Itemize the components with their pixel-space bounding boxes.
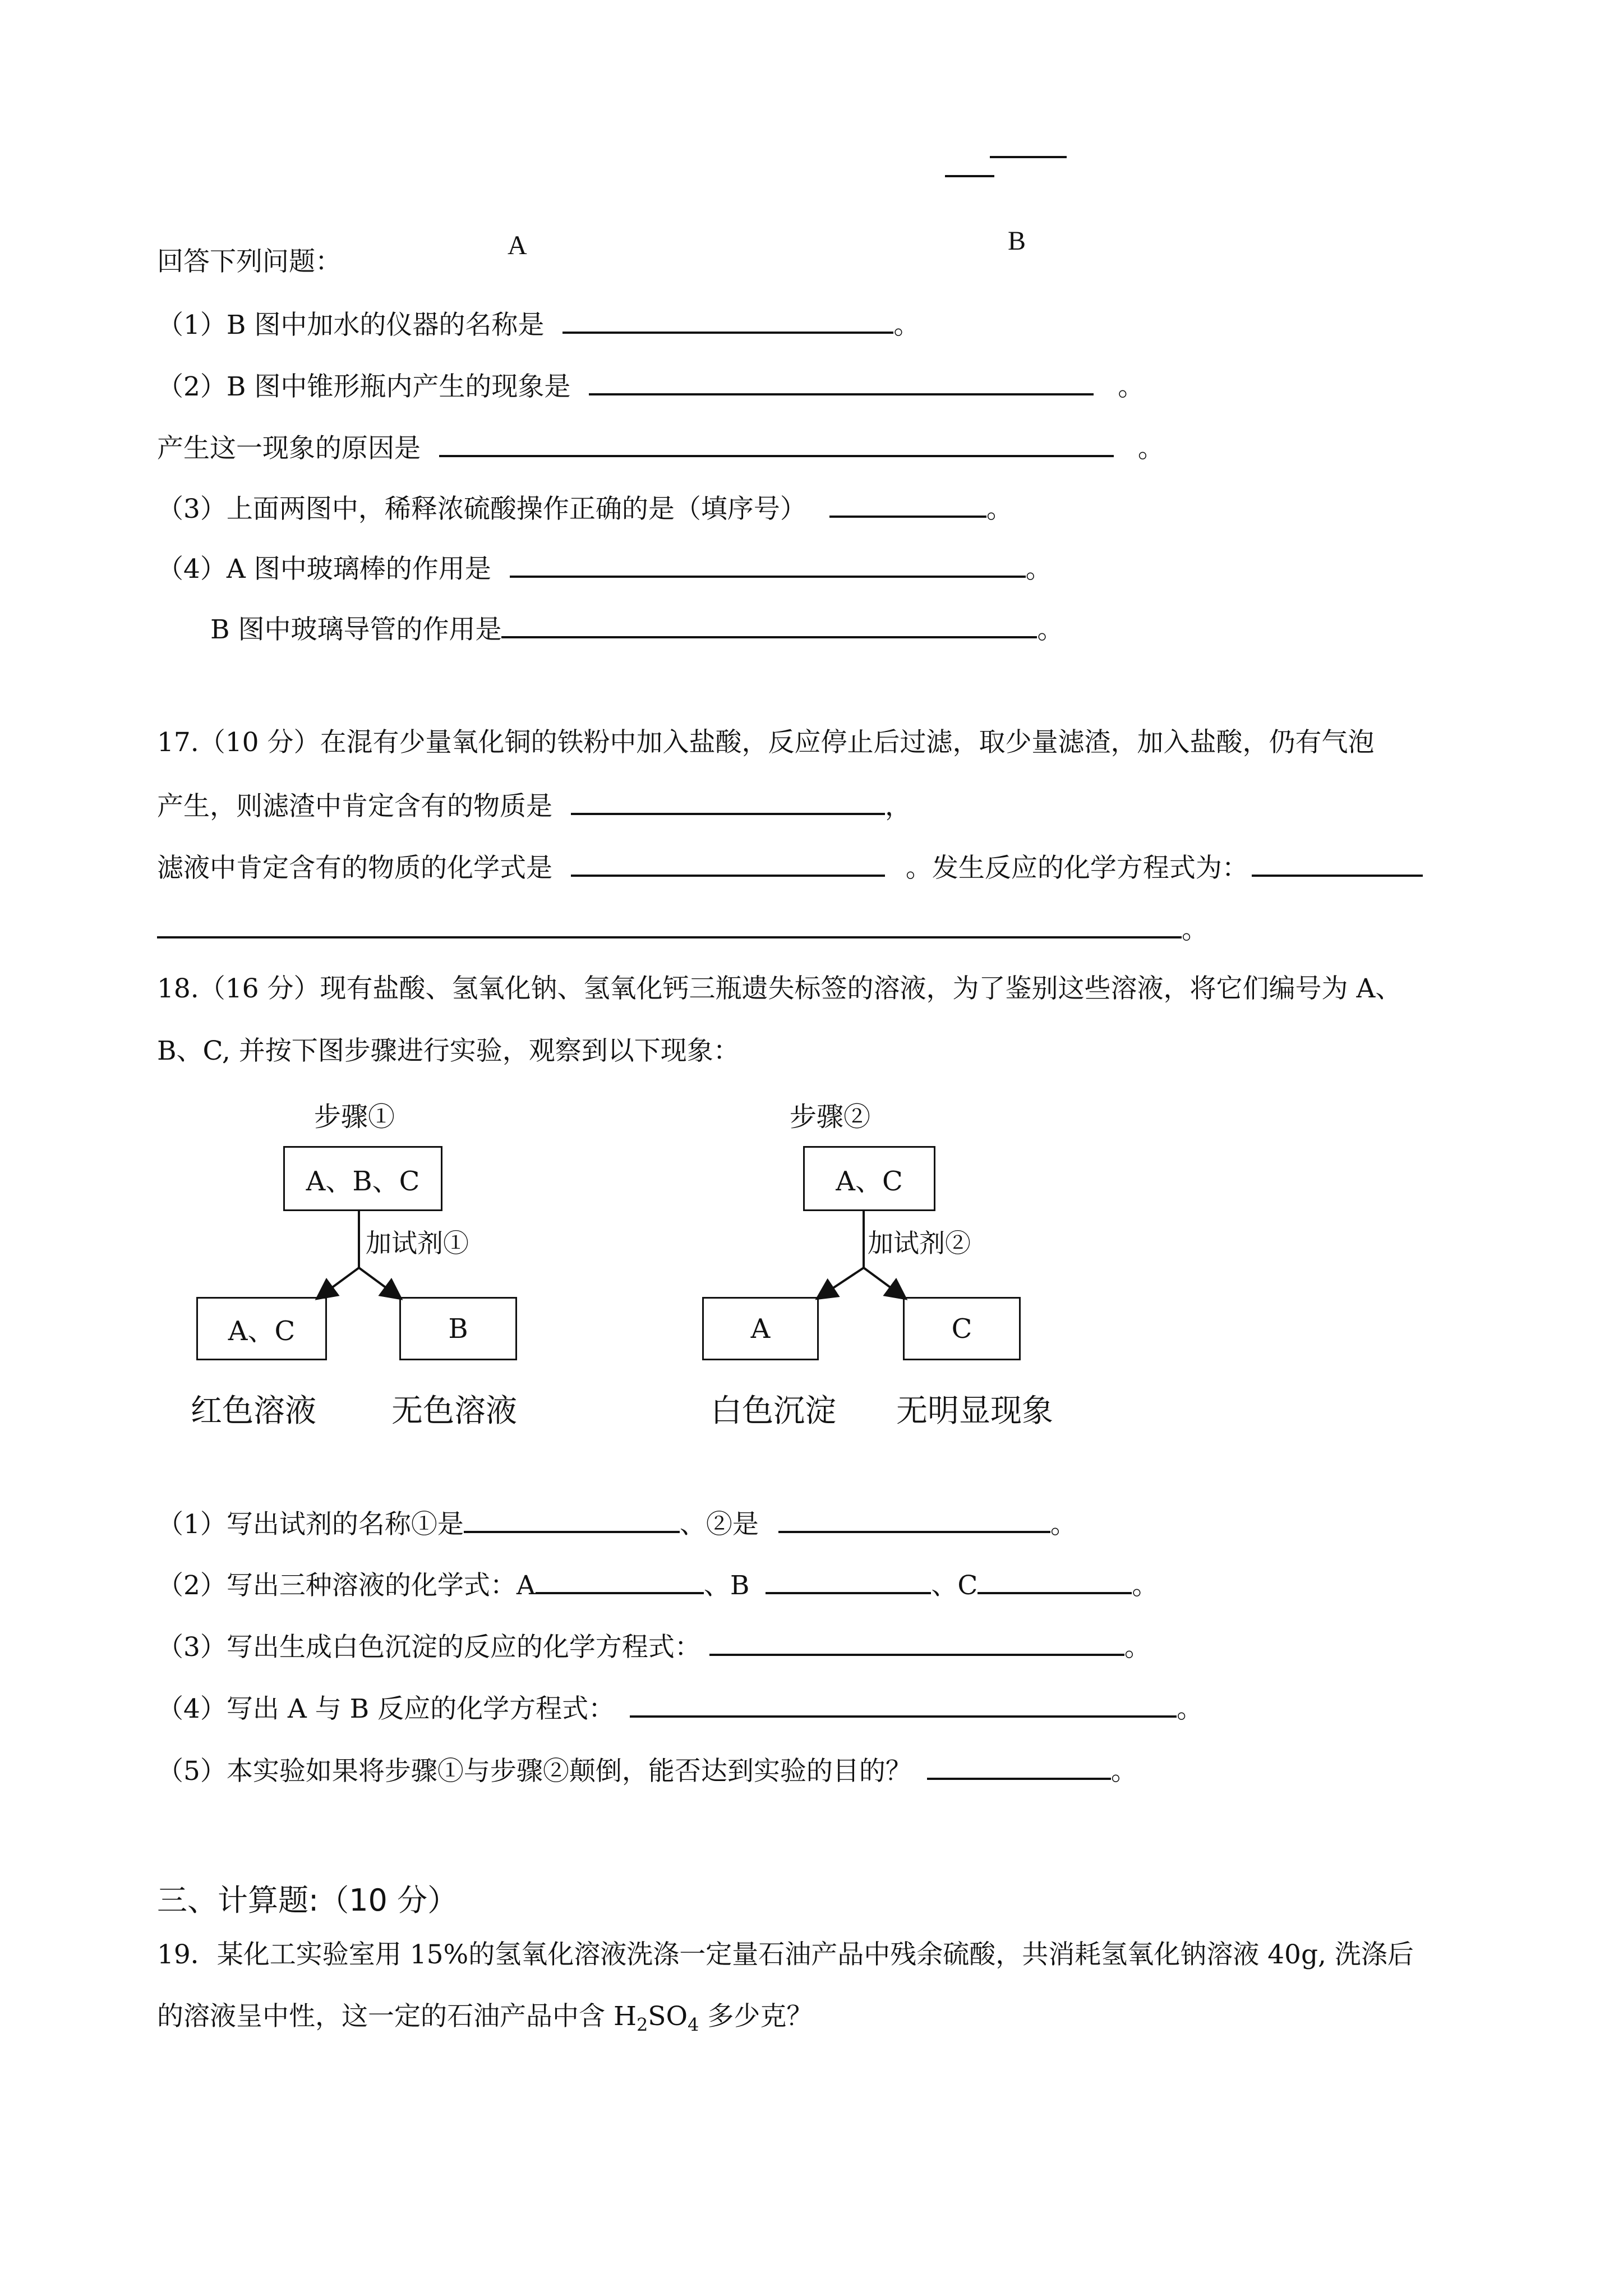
q18-line1: 18.（16 分）现有盐酸、氢氧化钠、氢氧化钙三瓶遗失标签的溶液，为了鉴别这些溶液，将它们编号为 A、 bbox=[157, 973, 1402, 1004]
q17-line1: 17.（10 分）在混有少量氧化铜的铁粉中加入盐酸，反应停止后过滤，取少量滤渣，加入盐酸，仍有气泡 bbox=[157, 727, 1375, 758]
q16-intro: 回答下列问题： bbox=[157, 246, 342, 277]
q18-4: （4）写出 A 与 B 反应的化学方程式： 。 bbox=[157, 1690, 1203, 1726]
answer-blank-q18-precipitate-equation[interactable] bbox=[709, 1628, 1124, 1656]
q16-3: （3）上面两图中，稀释浓硫酸操作正确的是（填序号） 。 bbox=[157, 490, 1013, 526]
step1-title: 步骤① bbox=[314, 1101, 395, 1133]
q17-line4: 。 bbox=[157, 910, 1208, 947]
step1-reagent: 加试剂① bbox=[366, 1228, 469, 1258]
q16-2b: 产生这一现象的原因是 。 bbox=[157, 429, 1164, 466]
step2-arrow-left bbox=[819, 1268, 864, 1297]
step1-left-caption: 红色溶液 bbox=[191, 1393, 316, 1429]
q18-5: （5）本实验如果将步骤①与步骤②颠倒，能否达到实验的目的？ 。 bbox=[157, 1752, 1137, 1788]
section3-heading: 三、计算题:（10 分） bbox=[157, 1883, 458, 1918]
answer-blank-q18-formula-a[interactable] bbox=[536, 1566, 704, 1594]
q18-3: （3）写出生成白色沉淀的反应的化学方程式： 。 bbox=[157, 1628, 1151, 1664]
q19-line2: 的溶液呈中性，这一定的石油产品中含 $H_2SO_4$ 多少克？ bbox=[157, 2001, 813, 2036]
answer-blank-q18-formula-c[interactable] bbox=[978, 1566, 1132, 1594]
answer-blank-q18-reagent1[interactable] bbox=[464, 1505, 680, 1533]
q18-1: （1）写出试剂的名称①是 、②是 。 bbox=[157, 1505, 1077, 1542]
step2-title: 步骤② bbox=[790, 1101, 871, 1133]
answer-blank-q18-swap[interactable] bbox=[927, 1752, 1111, 1780]
step1-left-box: A、C bbox=[196, 1297, 327, 1360]
q16-2: （2）B 图中锥形瓶内产生的现象是 。 bbox=[157, 367, 1144, 404]
answer-blank-q18-formula-b[interactable] bbox=[766, 1566, 931, 1594]
q16-4b: B 图中玻璃导管的作用是 。 bbox=[210, 610, 1063, 647]
step2-right-caption: 无明显现象 bbox=[896, 1393, 1053, 1429]
step2-left-box: A bbox=[702, 1297, 819, 1360]
step2-left-caption: 白色沉淀 bbox=[711, 1393, 836, 1429]
figure-label-b: B bbox=[1008, 226, 1026, 256]
step1-right-caption: 无色溶液 bbox=[391, 1393, 517, 1429]
step1-arrow-right bbox=[359, 1268, 399, 1297]
answer-blank-q18-ab-equation[interactable] bbox=[630, 1690, 1177, 1718]
step2-arrow-right bbox=[864, 1268, 904, 1297]
q16-4: （4）A 图中玻璃棒的作用是 。 bbox=[157, 550, 1052, 586]
q19-line1: 19．某化工实验室用 15%的氢氧化溶液洗涤一定量石油产品中残余硫酸，共消耗氢氧化钠溶液 40g, 洗涤后 bbox=[157, 1939, 1414, 1970]
answer-blank-q18-reagent2[interactable] bbox=[778, 1505, 1050, 1533]
step2-top-box: A、C bbox=[803, 1146, 935, 1211]
step2-reagent: 加试剂② bbox=[868, 1228, 971, 1258]
step1-top-box: A、B、C bbox=[283, 1146, 442, 1211]
step1-arrow-left bbox=[319, 1268, 359, 1297]
q18-line2: B、C, 并按下图步骤进行实验，观察到以下现象： bbox=[157, 1036, 740, 1066]
q17-line3: 滤液中肯定含有的物质的化学式是 。发生反应的化学方程式为： bbox=[157, 849, 1423, 885]
q18-2: （2）写出三种溶液的化学式：A 、B 、C 。 bbox=[157, 1566, 1158, 1603]
step1-right-box: B bbox=[399, 1297, 517, 1360]
step2-right-box: C bbox=[903, 1297, 1021, 1360]
figure-label-a: A bbox=[508, 231, 527, 260]
q17-line2: 产生，则滤渣中肯定含有的物质是 ， bbox=[157, 787, 911, 823]
q16-1: （1）B 图中加水的仪器的名称是 。 bbox=[157, 306, 920, 342]
